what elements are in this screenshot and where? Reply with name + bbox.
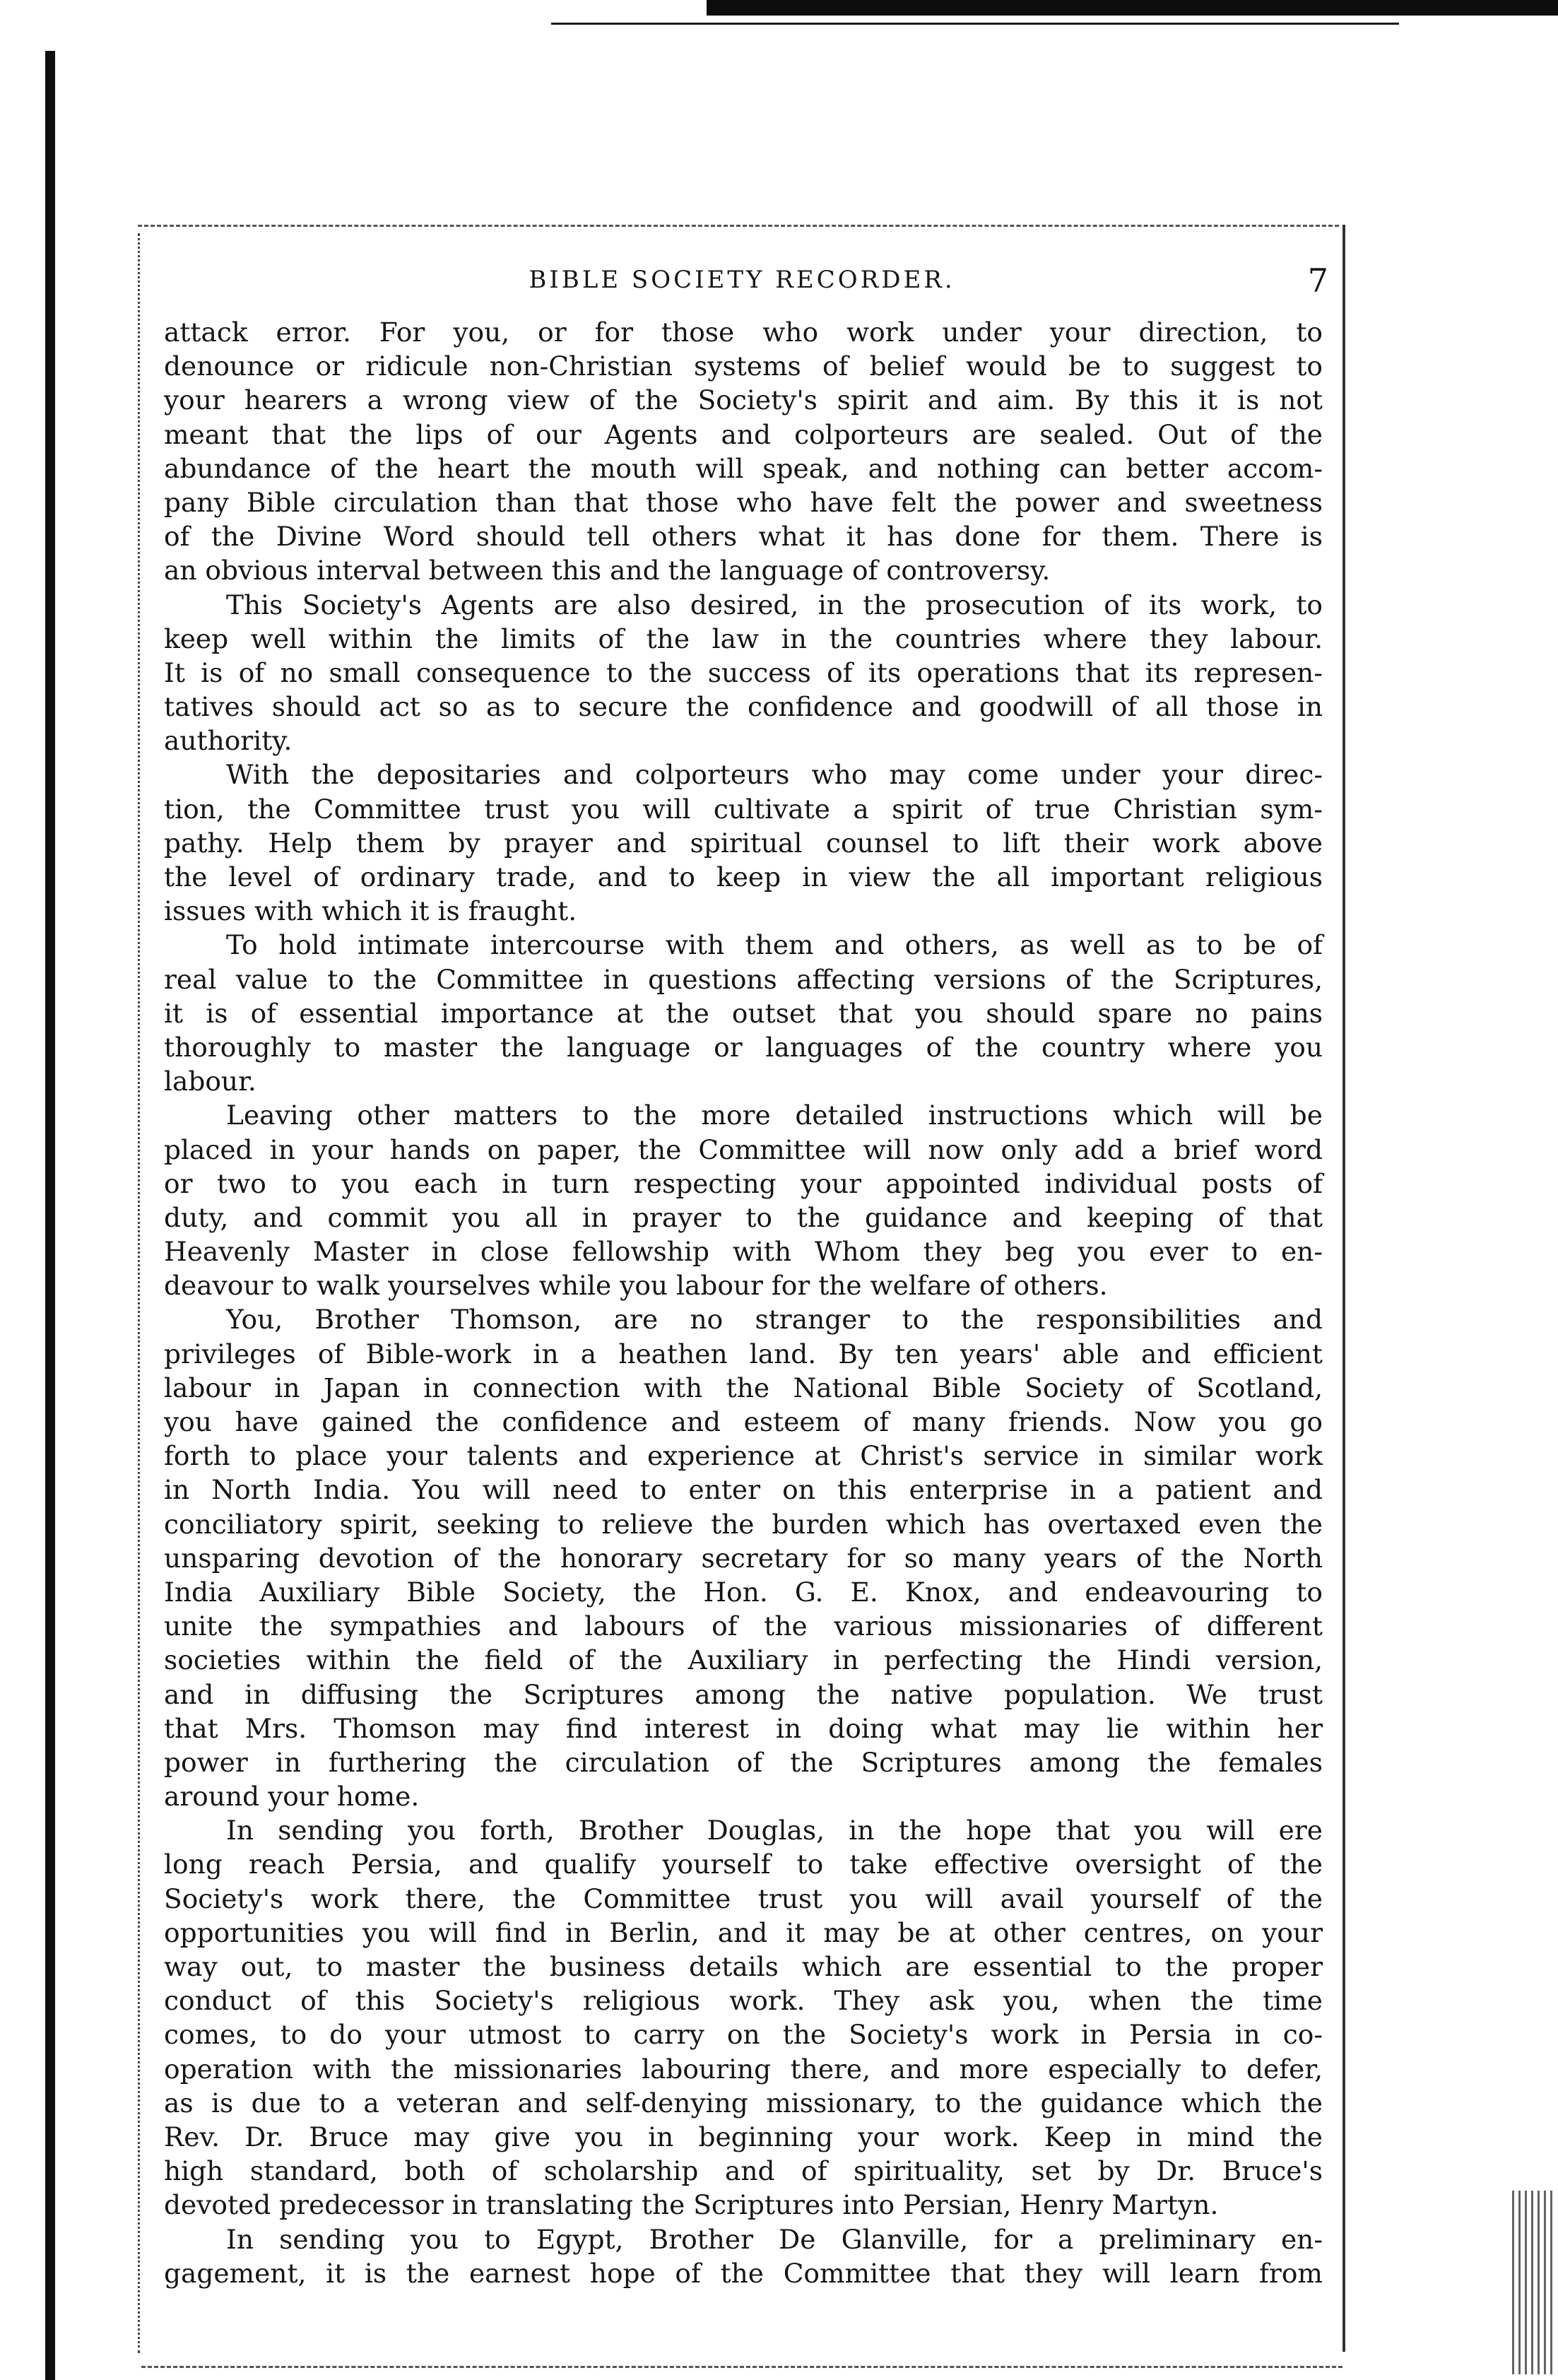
text-line: an obvious interval between this and the language of controversy. <box>164 555 1051 587</box>
text-line: privileges of Bible-work in a heathen land. By ten years' able and efficient <box>164 1338 1323 1369</box>
text-line: thoroughly to master the language or languages of the country where you <box>164 1031 1323 1063</box>
text-line: the level of ordinary trade, and to keep in view the all important religious <box>164 861 1323 892</box>
text-line: conciliatory spirit, seeking to relieve the burden which has overtaxed even the <box>164 1508 1323 1540</box>
scan-edge-top <box>707 0 1558 16</box>
text-line: abundance of the heart the mouth will speak, and nothing can better accom- <box>164 452 1323 484</box>
text-line: long reach Persia, and qualify yourself to take effective oversight of the <box>164 1849 1323 1880</box>
text-line: unsparing devotion of the honorary secretary for so many years of the North <box>164 1542 1323 1574</box>
text-line: denounce or ridicule non-Christian systems of belief would be to suggest to <box>164 350 1323 382</box>
text-line: societies within the field of the Auxiliary in perfecting the Hindi version, <box>164 1644 1323 1676</box>
text-line: keep well within the limits of the law in the countries where they labour. <box>164 623 1323 654</box>
text-line: Leaving other matters to the more detailed instructions which will be <box>226 1100 1323 1131</box>
text-line: in North India. You will need to enter on this enterprise in a patient and <box>164 1474 1323 1506</box>
text-line: pany Bible circulation than that those who have felt the power and sweetness <box>164 486 1323 518</box>
scan-rule-top <box>551 23 1399 25</box>
text-line: India Auxiliary Bible Society, the Hon. G. E. Knox, and endeavouring to <box>164 1576 1323 1608</box>
text-line: issues with which it is fraught. <box>164 895 577 927</box>
text-line: labour. <box>164 1066 256 1097</box>
text-line: forth to place your talents and experience at Christ's service in similar work <box>164 1440 1323 1472</box>
running-head <box>163 261 1328 301</box>
running-title: BIBLE SOCIETY RECORDER. <box>529 266 955 294</box>
text-line: Rev. Dr. Bruce may give you in beginning your work. Keep in mind the <box>164 2121 1323 2152</box>
text-line: In sending you to Egypt, Brother De Glanville, for a preliminary en- <box>226 2223 1323 2255</box>
text-line: In sending you forth, Brother Douglas, in the hope that you will ere <box>226 1815 1323 1846</box>
text-line: conduct of this Society's religious work. They ask you, when the time <box>164 1985 1323 2017</box>
text-line: pathy. Help them by prayer and spiritual counsel to lift their work above <box>164 827 1323 859</box>
text-line: You, Brother Thomson, are no stranger to the responsibilities and <box>226 1304 1323 1336</box>
text-line: power in furthering the circulation of the Scriptures among the females <box>164 1746 1323 1778</box>
text-line: of the Divine Word should tell others what it has done for them. There is <box>164 521 1323 553</box>
text-line: and in diffusing the Scriptures among the native population. We trust <box>164 1678 1323 1710</box>
text-line: tatives should act so as to secure the confidence and goodwill of all those in <box>164 691 1323 723</box>
text-line: Heavenly Master in close fellowship with Whom they beg you ever to en- <box>164 1236 1323 1268</box>
text-line: you have gained the confidence and esteem of many friends. Now you go <box>164 1406 1323 1437</box>
body-text <box>164 315 1323 2290</box>
page-frame-right <box>1342 225 1345 2352</box>
text-line: comes, to do your utmost to carry on the Society's work in Persia in co- <box>164 2019 1323 2051</box>
text-line: tion, the Committee trust you will cultivate a spirit of true Christian sym- <box>164 793 1323 825</box>
text-line: Society's work there, the Committee trust you will avail yourself of the <box>164 1883 1323 1914</box>
text-line: as is due to a veteran and self-denying missionary, to the guidance which the <box>164 2087 1323 2119</box>
scan-edge-left <box>45 51 55 2380</box>
text-line: opportunities you will find in Berlin, and it may be at other centres, on your <box>164 1916 1323 1948</box>
text-line: attack error. For you, or for those who work under your direction, to <box>164 317 1323 348</box>
page-frame-left <box>138 233 142 2353</box>
page-number: 7 <box>1307 261 1328 300</box>
text-line: operation with the missionaries labouring there, and more especially to defer, <box>164 2053 1323 2085</box>
header-rule <box>138 225 1339 227</box>
text-line: meant that the lips of our Agents and colporteurs are sealed. Out of the <box>164 418 1323 450</box>
text-line: This Society's Agents are also desired, in the prosecution of its work, to <box>226 589 1323 620</box>
text-line: It is of no small consequence to the success of its operations that its represen- <box>164 656 1323 688</box>
text-line: high standard, both of scholarship and of spirituality, set by Dr. Bruce's <box>164 2155 1323 2187</box>
text-line: real value to the Committee in questions affecting versions of the Scriptures, <box>164 963 1323 995</box>
text-line: or two to you each in turn respecting your appointed individual posts of <box>164 1167 1323 1199</box>
text-line: With the depositaries and colporteurs who may come under your direc- <box>226 759 1323 791</box>
scan-edge-noise <box>1512 2191 1554 2374</box>
text-line: gagement, it is the earnest hope of the Committee that they will learn from <box>164 2257 1323 2289</box>
text-line: devoted predecessor in translating the Scriptures into Persian, Henry Martyn. <box>164 2189 1219 2221</box>
text-line: way out, to master the business details which are essential to the proper <box>164 1951 1323 1982</box>
text-line: it is of essential importance at the outset that you should spare no pains <box>164 997 1323 1029</box>
text-line: placed in your hands on paper, the Committee will now only add a brief word <box>164 1133 1323 1165</box>
text-line: authority. <box>164 725 293 757</box>
text-line: duty, and commit you all in prayer to the guidance and keeping of that <box>164 1201 1323 1233</box>
text-line: that Mrs. Thomson may find interest in doing what may lie within her <box>164 1712 1323 1744</box>
text-line: deavour to walk yourselves while you labour for the welfare of others. <box>164 1270 1108 1302</box>
text-line: unite the sympathies and labours of the various missionaries of different <box>164 1610 1323 1642</box>
footer-rule <box>141 2366 1342 2368</box>
text-line: labour in Japan in connection with the National Bible Society of Scotland, <box>164 1372 1323 1403</box>
text-line: around your home. <box>164 1781 420 1813</box>
text-line: your hearers a wrong view of the Society's spirit and aim. By this it is not <box>164 384 1323 416</box>
text-line: To hold intimate intercourse with them and others, as well as to be of <box>226 929 1323 961</box>
